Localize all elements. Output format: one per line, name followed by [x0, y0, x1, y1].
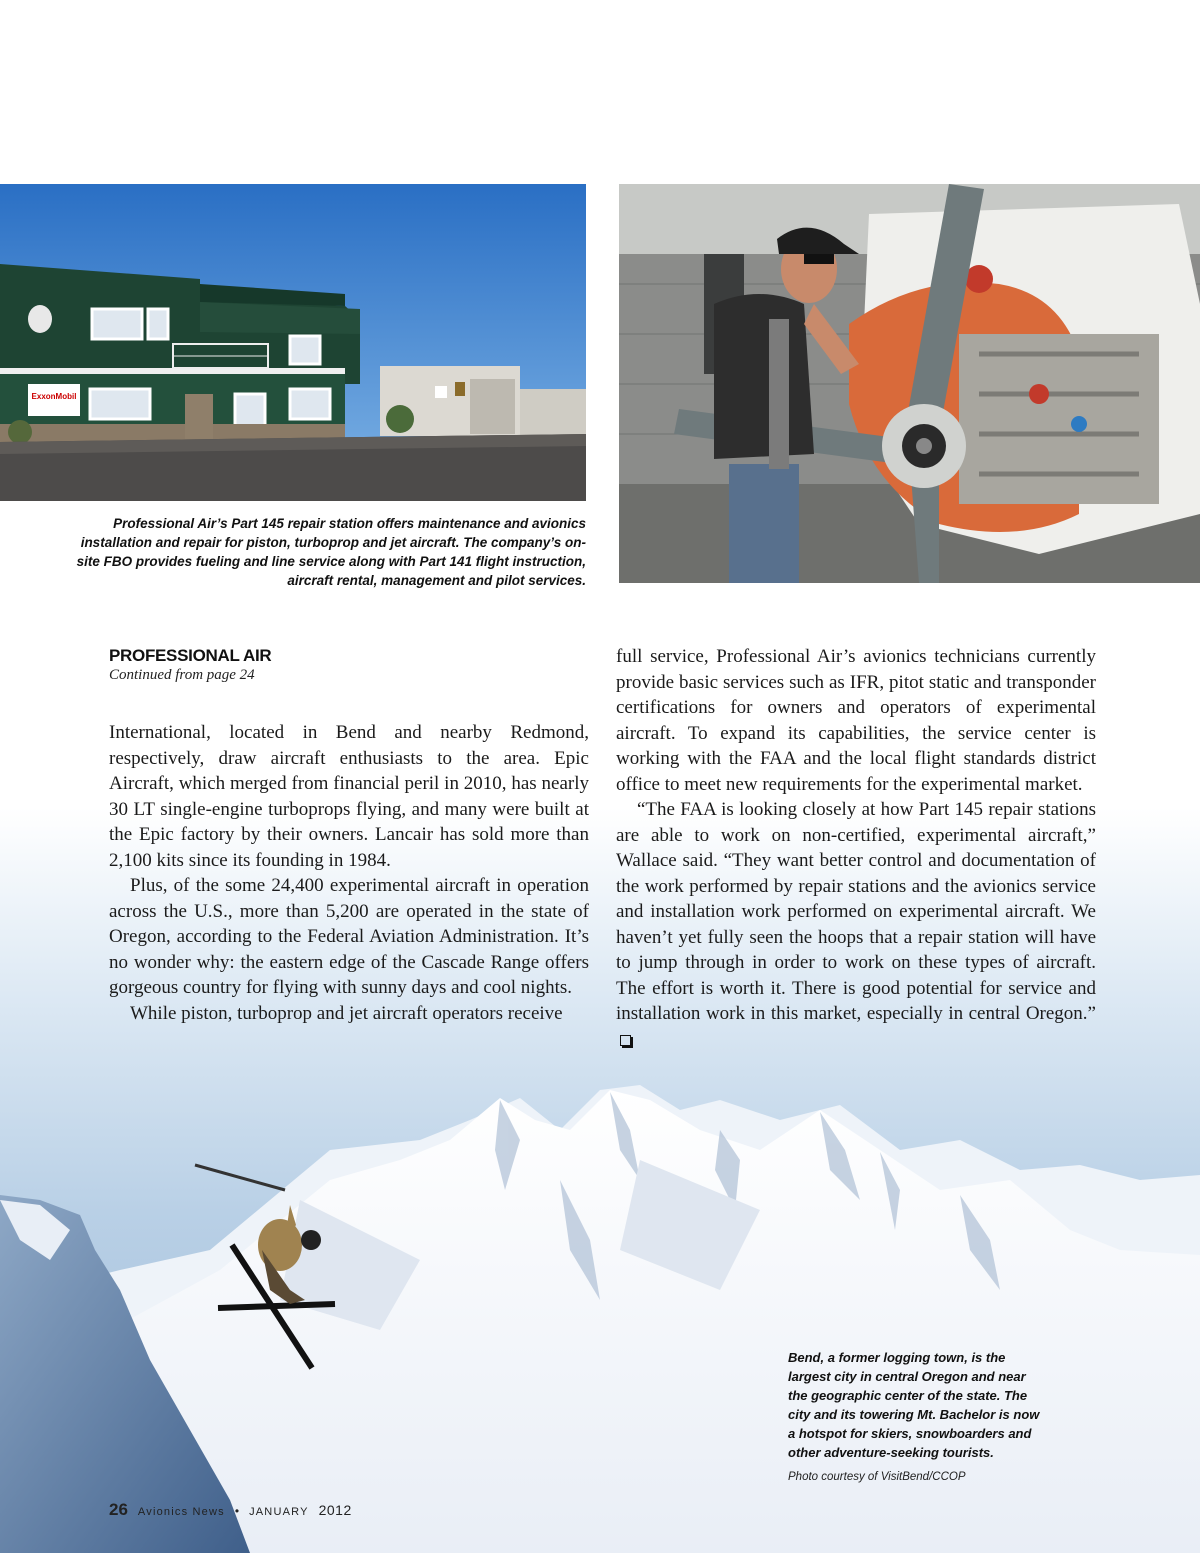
paragraph: International, located in Bend and nearby Redmond, respectively, draw aircraft enthusiasts to the area. Epic Aircraft, which merged from financial peril in 2010, has nearly 30 LT single-engine turboprops flying, and many were built at the Epic factory by their owners. Lancair has sold more than 2,100 kits since its founding in 1984. — [109, 722, 589, 871]
page-number: 26 — [109, 1500, 128, 1519]
section-kicker: PROFESSIONAL AIR — [109, 646, 272, 665]
technician-photo — [619, 184, 1200, 583]
issue-year: 2012 — [318, 1502, 352, 1518]
article-column-right — [616, 644, 1096, 1052]
paragraph-with-end-mark — [616, 797, 1096, 1052]
building-photo — [0, 184, 586, 501]
exxon-sign: ExxonMobil — [31, 392, 77, 401]
article-column-left — [109, 720, 589, 1026]
paragraph: While piston, turboprop and jet aircraft operators receive — [130, 1002, 563, 1024]
end-of-article-square-icon — [620, 1035, 631, 1046]
paragraph: full service, Professional Air’s avionics technicians currently provide basic services such as IFR, pitot static and transponder certifications for owners and operators of experimental aircraft. To expand its capabilities, the service center is working with the FAA and the local flight standards district office to meet new requirements for the experimental market. — [616, 646, 1096, 795]
publication-name: Avionics News — [137, 1506, 225, 1518]
paragraph: Plus, of the some 24,400 experimental aircraft in operation across the U.S., more than 5,200 are operated in the state of Oregon, according to the Federal Aviation Administration. It’s no wonder why: the eastern edge of the Cascade Range offers gorgeous country for flying with sunny days and cool nights. — [109, 875, 589, 998]
building-photo-caption: Professional Air’s Part 145 repair station offers maintenance and avionics installation and repair for piston, turboprop and jet aircraft. The company’s on-site FBO provides fueling and line service along with Part 141 flight instruction, aircraft rental, management and pilot services. — [76, 516, 586, 588]
bend-photo-caption: Bend, a former logging town, is the largest city in central Oregon and near the geographic center of the state. The city and its towering Mt. Bachelor is now a hotspot for skiers, snowboarders and other adventure-seeking tourists. — [788, 1350, 1040, 1460]
continued-from-line: Continued from page 24 — [109, 667, 255, 683]
page-footer — [109, 1500, 352, 1520]
photo-credit: Photo courtesy of VisitBend/CCOP — [788, 1471, 966, 1483]
issue-month: JANUARY — [249, 1506, 309, 1518]
paragraph: “The FAA is looking closely at how Part 145 repair stations are able to work on non-certified, experimental aircraft,” Wallace said. “They want better control and documentation of the work performed by repair stations and the avionics service and installation work performed on experimental aircraft. We haven’t yet fully seen the hoops that a repair station will have to jump through in order to work on these types of aircraft. The effort is worth it. There is good potential for service and installation work in this market, especially in central Oregon.” — [616, 799, 1096, 1024]
footer-separator: • — [234, 1504, 240, 1518]
